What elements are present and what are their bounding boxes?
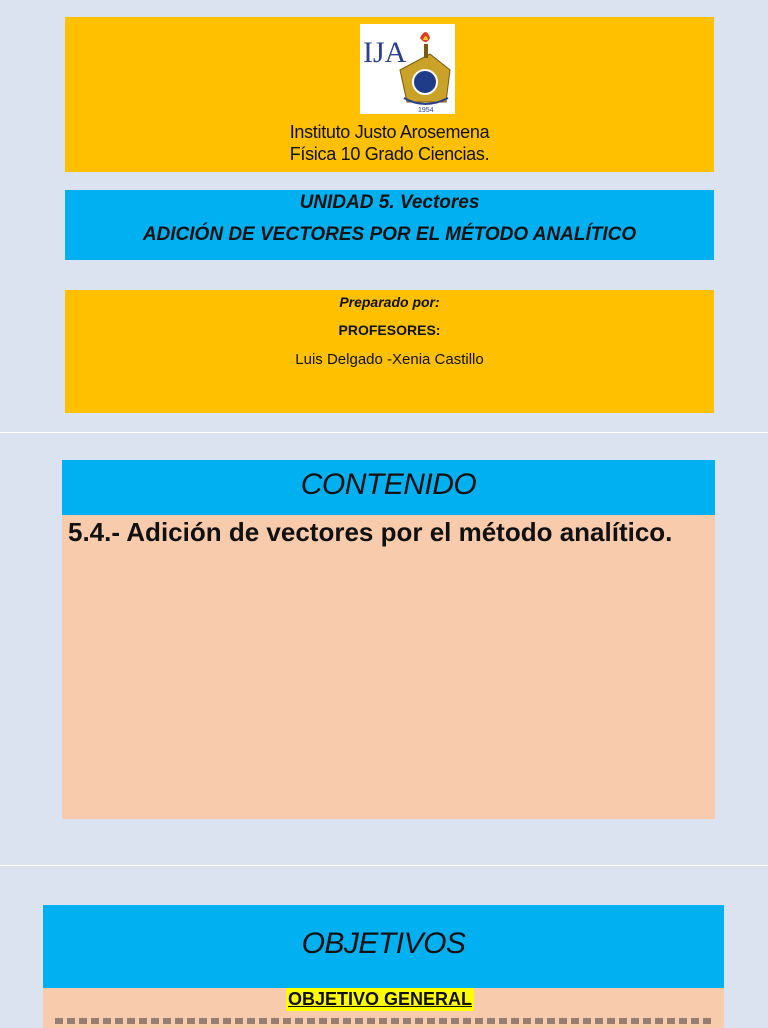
content-item: 5.4.- Adición de vectores por el método analítico.	[68, 517, 673, 547]
slide-divider	[0, 865, 768, 866]
role-label: PROFESORES:	[338, 322, 441, 338]
school-name: Instituto Justo Arosemena	[289, 122, 490, 142]
contenido-header	[62, 460, 715, 515]
course-name: Física 10 Grado Ciencias.	[289, 144, 490, 164]
contenido-body	[62, 515, 715, 819]
school-logo	[360, 24, 455, 114]
authors-box	[65, 290, 714, 413]
school-crest-icon	[360, 24, 455, 114]
contenido-heading: CONTENIDO	[300, 468, 477, 501]
slide-divider	[0, 432, 768, 433]
svg-text:IJA: IJA	[363, 36, 407, 69]
cut-off-text	[55, 1018, 715, 1024]
topic-title: ADICIÓN DE VECTORES POR EL MÉTODO ANALÍTICO	[142, 224, 637, 245]
title-banner	[65, 17, 714, 172]
objetivos-body	[43, 988, 724, 1028]
unit-title: UNIDAD 5. Vectores	[299, 192, 480, 213]
prepared-by-label: Preparado por:	[339, 294, 440, 310]
objetivos-header	[43, 905, 724, 988]
authors-names: Luis Delgado -Xenia Castillo	[295, 351, 484, 368]
objetivo-general-label: OBJETIVO GENERAL	[288, 989, 473, 1009]
unit-banner	[65, 190, 714, 260]
objetivos-heading: OBJETIVOS	[301, 927, 466, 960]
svg-text:1954: 1954	[418, 107, 434, 114]
